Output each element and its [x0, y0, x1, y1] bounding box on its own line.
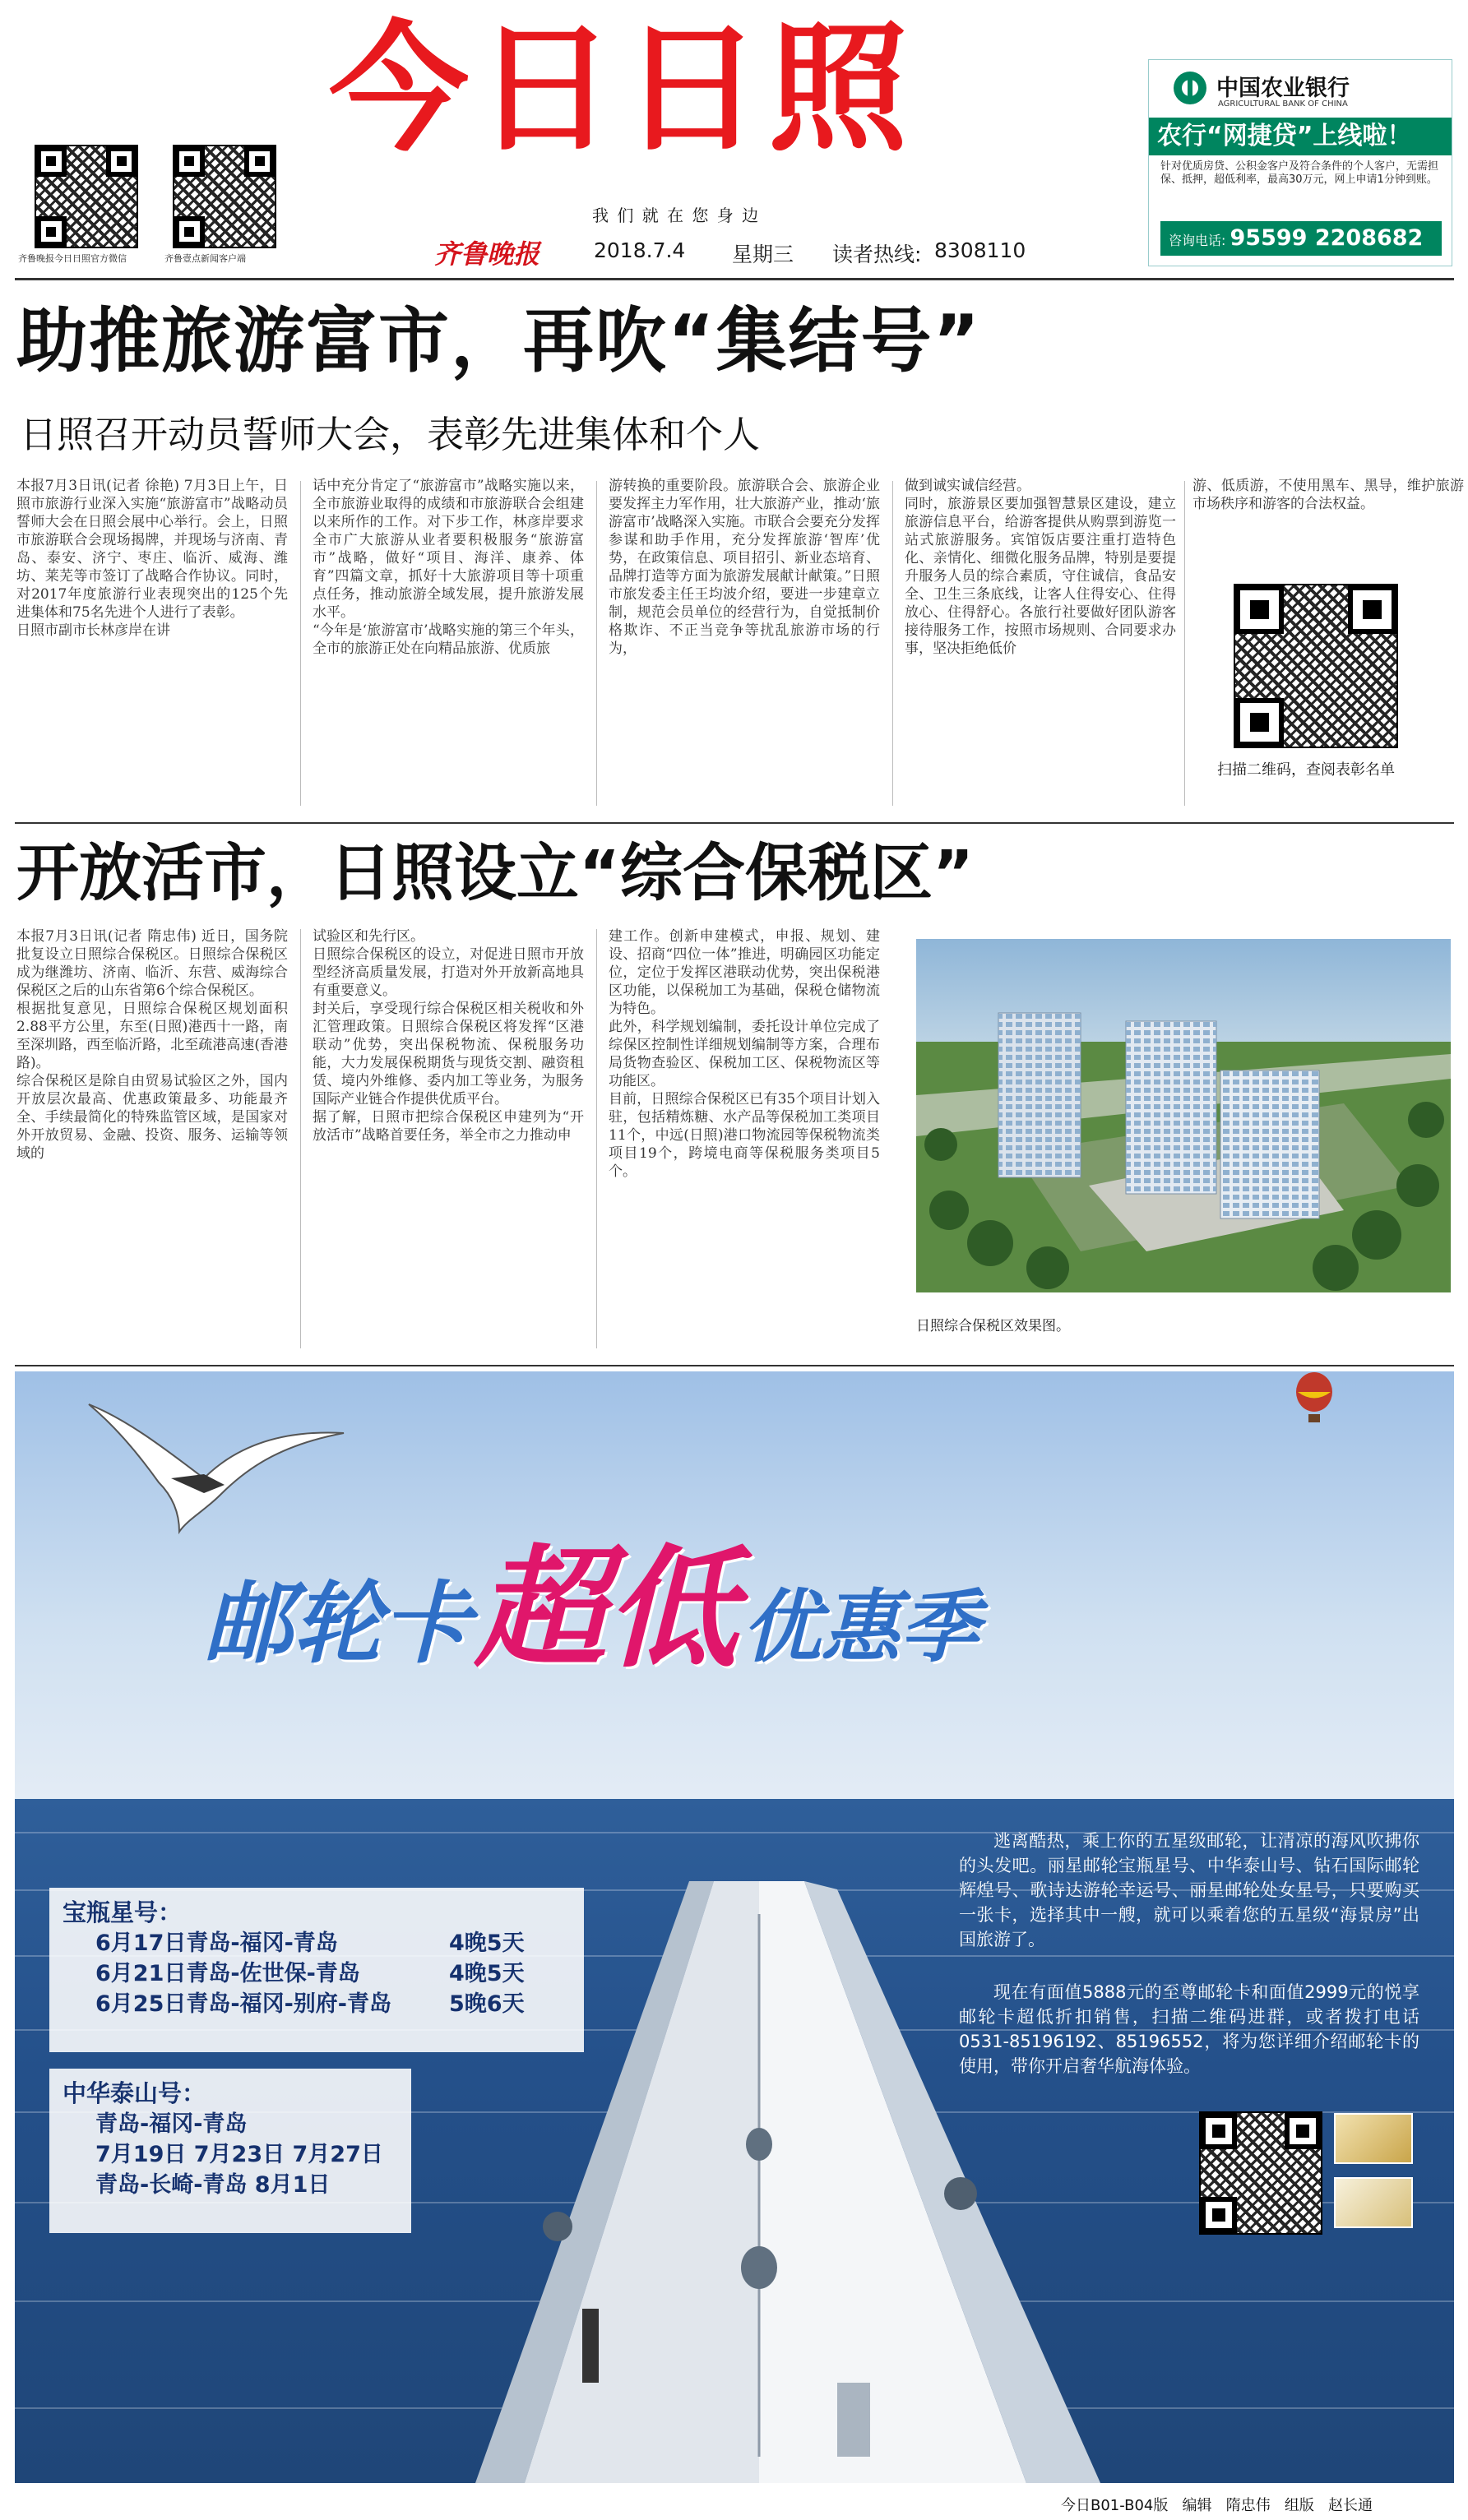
ad-title-part3: 优惠季 — [742, 1581, 979, 1673]
bank-name-en: AGRICULTURAL BANK OF CHINA — [1218, 99, 1348, 109]
issue-date: 2018.7.4 — [594, 238, 686, 262]
article2-col-2: 试验区和先行区。 日照综合保税区的设立，对促进日照市开放型经济高质量发展，打造对外开放新高地具有重要意义。 封关后，享受现行综合保税区相关税收和外汇管理政策。日照综合保税区将发挥“区港联动”优势，突出保税物流、保税服务功能，大力发展保税期货与现货交割、融资租赁、境内外维修、委内加工等业务，为服务国际产业链合作提供优质平台。 据了解，日照市把综合保税区申建列为“开放活市”战略首要任务，举全市之力推动申 — [313, 928, 584, 1144]
ad-copy-1: 逃离酷热，乘上你的五星级邮轮，让清凉的海风吹拂你的头发吧。丽星邮轮宝瓶星号、中华泰山号、钻石国际邮轮辉煌号、歌诗达游轮幸运号、丽星邮轮处女星号，只要购买一张卡，选择其中一艘，就可以乘着您的五星级“海景房”出国旅游了。 — [959, 1831, 1419, 1949]
footer-layout-label: 组版 — [1284, 2497, 1314, 2514]
route-row: 6月21日青岛-佐世保-青岛 4晚5天 — [95, 1961, 525, 1986]
footer-section: 今日B01-B04版 — [1061, 2497, 1169, 2514]
article2-headline: 开放活市，日照设立“综合保税区” — [16, 836, 974, 909]
wechat-qr-code — [35, 145, 138, 248]
article2-col-3: 建工作。创新申建模式，申报、规划、建设、招商“四位一体”推进，明确园区功能定位，定位于发挥区港联动优势，突出保税港区功能，以保税加工为基础，保税仓储物流为特色。 此外，科学规划编制，委托设计单位完成了综保区控制性详细规划编制等方案，合理布局货物查验区、保税加工区、保税物流区等功能区。 目前，日照综合保税区已有35个项目计划入驻，包括精炼糖、水产品等保税加工类项目11个，中远(日照)港口物流园等保税物流类项目19个，跨境电商等保税服务类项目5个。 — [609, 928, 880, 1180]
qr-caption-app: 齐鲁壹点新闻客户端 — [164, 253, 246, 264]
footer-layout: 赵长通 — [1328, 2497, 1373, 2514]
masthead-rule — [15, 278, 1454, 280]
article1-col-1: 本报7月3日讯(记者 徐艳) 7月3日上午，日照市旅游行业深入实施“旅游富市”战略动员誓师大会在日照会展中心举行。会上，日照市旅游联合会现场揭牌，并现场与济南、青岛、泰安、济宁、枣庄、临沂、威海、潍坊、莱芜等市签订了战略合作协议。同时，对2017年度旅游行业表现突出的125个先进集体和75名先进个人进行了表彰。 日照市副市长林彦岸在讲 — [16, 478, 288, 639]
article1-headline: 助推旅游富市，再吹“集结号” — [16, 300, 982, 382]
bank-name-cn: 中国农业银行 — [1216, 76, 1350, 101]
footer-editor: 隋忠伟 — [1225, 2497, 1271, 2514]
article1-col-2: 话中充分肯定了“旅游富市”战略实施以来，全市旅游业取得的成绩和市旅游联合会组建以来所作的工作。对下步工作，林彦岸要求全市广大旅游从业者要积极服务“旅游富市”战略，做好“项目、海洋、康养、体育”四篇文章，抓好十大旅游项目等十项重点任务，推动旅游全域发展，提升旅游发展水平。 “今年是‘旅游富市’战略实施的第三个年头，全市的旅游正处在向精品旅游、优质旅 — [313, 478, 584, 657]
footer-editor-label: 编辑 — [1182, 2497, 1212, 2514]
bank-desc: 针对优质房贷、公积金客户及符合条件的个人客户，无需担保、抵押，超低利率，最高30万元，网上申请1分钟到账。 — [1160, 160, 1439, 186]
ad-title-part2: 超低 — [475, 1531, 739, 1685]
hotline-label: 读者热线: — [832, 243, 922, 266]
masthead-slogan: 我 们 就 在 您 身 边 — [592, 206, 761, 225]
column-divider — [596, 481, 597, 806]
ad-title — [204, 1503, 979, 1692]
route-row: 6月25日青岛-福冈-别府-青岛 5晚6天 — [95, 1991, 525, 2017]
abc-logo-icon — [1174, 72, 1206, 104]
article1-qr-caption: 扫描二维码，查阅表彰名单 — [1217, 761, 1395, 779]
column-divider — [596, 929, 597, 1348]
ad-copy-2: 现在有面值5888元的至尊邮轮卡和面值2999元的悦享邮轮卡超低折扣销售，扫描二维码进群，或者拨打电话0531-85196192、85196552，将为您详细介绍邮轮卡的使用，带你开启奢华航海体验。 — [959, 1982, 1419, 2076]
itinerary-aquarius — [49, 1888, 584, 2052]
section-rule — [15, 1365, 1454, 1366]
route-row: 6月17日青岛-福冈-青岛 4晚5天 — [95, 1930, 525, 1956]
itinerary-taishan: 中华泰山号： 青岛-福冈-青岛 7月19日 7月23日 7月27日 青岛-长崎-青岛 8月1日 — [49, 2069, 411, 2233]
column-divider — [300, 481, 301, 806]
section-rule — [15, 822, 1454, 824]
article1-col-5: 游、低质游，不使用黑车、黑导，维护旅游市场秩序和游客的合法权益。 — [1192, 478, 1464, 512]
article1-col-3: 游转换的重要阶段。旅游联合会、旅游企业要发挥主力军作用，壮大旅游产业，推动‘旅游富市’战略深入实施。市联合会要充分发挥参谋和助手作用，充分发挥旅游‘智库’优势，在政策信息、项目招引、新业态培育、品牌打造等方面为旅游发展献计献策。”日照市旅发委主任王均波介绍，要进一步建章立制，规范会员单位的经营行为，自觉抵制价格欺诈、不正当竞争等扰乱旅游市场的行为， — [609, 478, 880, 657]
cruise-card-image — [1334, 2113, 1413, 2164]
bank-ad — [1148, 59, 1452, 266]
cruise-card-ad — [15, 1371, 1454, 2483]
bonded-zone-rendering-photo — [916, 939, 1451, 1292]
masthead-title: 今日日照 — [329, 8, 915, 171]
app-qr-code — [173, 145, 276, 248]
column-divider — [892, 481, 893, 806]
paper-name-logo: 齐鲁晚报 — [434, 238, 540, 270]
article1-subheadline: 日照召开动员誓师大会，表彰先进集体和个人 — [20, 413, 761, 456]
column-divider — [300, 929, 301, 1348]
page-footer — [1061, 2494, 1373, 2515]
qr-caption-wechat: 齐鲁晚报今日日照官方微信 — [18, 253, 127, 264]
ship-name-aquarius: 宝瓶星号： — [63, 1898, 183, 1926]
bank-phone-bar — [1160, 221, 1442, 256]
issue-weekday: 星期三 — [732, 243, 794, 266]
hotline-number: 8308110 — [934, 238, 1026, 262]
commendation-list-qr-code[interactable] — [1234, 584, 1398, 748]
ad-title-part1: 邮轮卡 — [204, 1573, 471, 1676]
cruise-ad-qr-code[interactable] — [1199, 2111, 1322, 2235]
bank-phone-label: 咨询电话: — [1169, 233, 1226, 248]
ship-name-taishan: 中华泰山号： — [63, 2079, 206, 2107]
article1-col-4: 做到诚实诚信经营。 同时，旅游景区要加强智慧景区建设，建立旅游信息平台，给游客提供从购票到游览一站式旅游服务。宾馆饭店要注重打造特色化、亲情化、细微化服务品牌，特别是要提升服务人员的综合素质，守住诚信，食品安全、卫生三条底线，让客人住得安心、住得放心、住得舒心。各旅行社要做好团队游客接待服务工作，按照市场规则、合同要求办事，坚决拒绝低价 — [905, 478, 1176, 657]
masthead — [0, 0, 1468, 280]
bank-slogan: 农行“网捷贷”上线啦！ — [1149, 118, 1452, 155]
cruise-card-image — [1334, 2177, 1413, 2228]
column-divider — [1184, 481, 1185, 806]
hot-air-balloon-icon — [1290, 1371, 1339, 1429]
article2-photo-caption: 日照综合保税区效果图。 — [916, 1318, 1070, 1334]
bank-phone: 95599 2208682 — [1230, 225, 1424, 251]
article2-col-1: 本报7月3日讯(记者 隋忠伟) 近日，国务院批复设立日照综合保税区。日照综合保税区成为继潍坊、济南、临沂、东营、威海综合保税区之后的山东省第6个综合保税区。 根据批复意见，日照综合保税区规划面积2.88平方公里，东至(日照)港西十一路，南至深圳路，西至临沂路，北至疏港高速(香港路)。 综合保税区是除自由贸易试验区之外，国内开放层次最高、优惠政策最多、功能最齐全、手续最简化的特殊监管区域，是国家对外开放贸易、金融、投资、服务、运输等领域的 — [16, 928, 288, 1162]
